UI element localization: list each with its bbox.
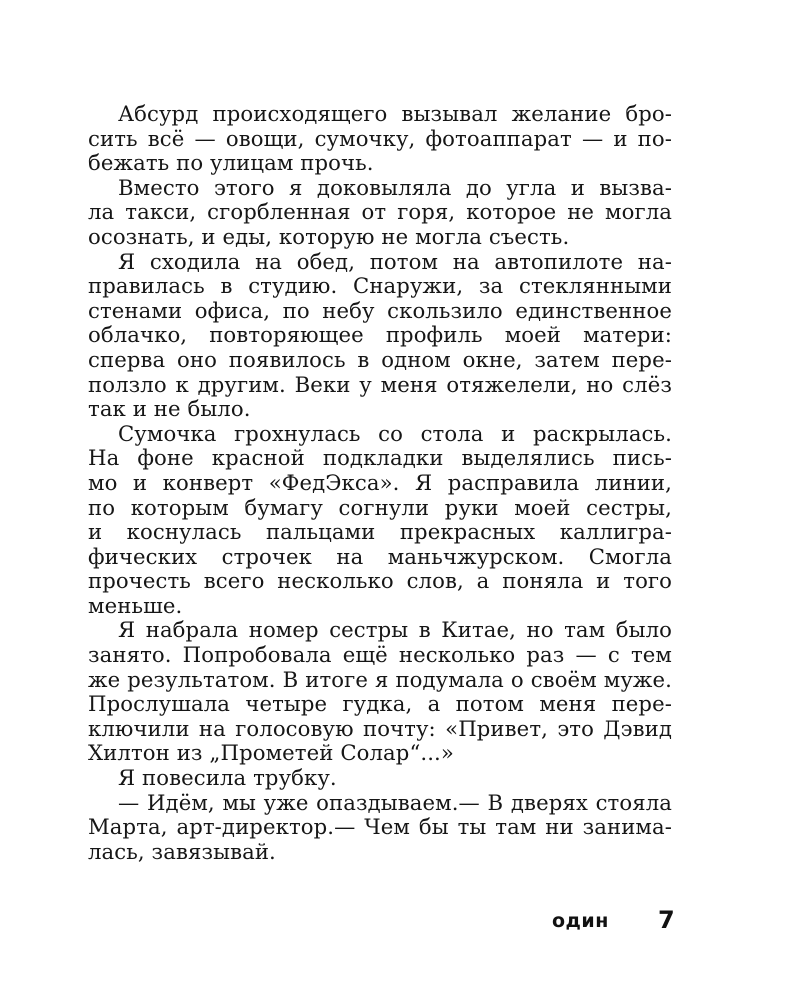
text-line: Я повесила трубку. [118,765,337,791]
text-line: ла такси, сгорбленная от горя, которое не могла [88,199,672,225]
text-line: фических строчек на маньчжурском. Смогла [88,543,672,569]
text-line: — Идём, мы уже опаздываем.— В дверях стояла [118,789,672,815]
text-line: ползло к другим. Веки у меня отяжелели, но слёз [88,371,672,397]
text-line: Прослушала четыре гудка, а потом меня пере- [88,691,672,717]
text-line: мо и конверт «ФедЭкса». Я расправила линии, [88,469,672,495]
page-footer [0,906,800,936]
text-line: занято. Попробовала ещё несколько раз — с тем [88,642,672,668]
text-line: лась, завязывай. [88,838,276,864]
text-line: Марта, арт-директор.— Чем бы ты там ни занима- [88,814,672,840]
text-line: прочесть всего несколько слов, а поняла и того [88,568,672,594]
text-line: ключили на голосовую почту: «Привет, это Дэвид [88,715,672,741]
text-line: и коснулась пальцами прекрасных каллигра- [88,519,672,545]
page-number: 7 [658,906,675,934]
text-line: меньше. [88,592,183,618]
text-line: Хилтон из „Прометей Солар“...» [88,740,454,766]
text-line: облачко, повторяющее профиль моей матери: [88,322,672,348]
text-line: бежать по улицам прочь. [88,150,374,176]
text-line: же результатом. В итоге я подумала о своём муже. [88,666,672,692]
text-line: Абсурд происходящего вызывал желание бро- [118,101,672,126]
text-line: стенами офиса, по небу скользило единственное [88,297,672,323]
text-line: На фоне красной подкладки выделялись пись- [88,445,672,471]
text-line: Я набрала номер сестры в Китае, но там было [118,617,672,643]
text-line: Сумочка грохнулась со стола и раскрылась. [118,420,672,446]
text-line: сить всё — овощи, сумочку, фотоаппарат — и по- [88,125,672,151]
text-line: Я сходила на обед, потом на автопилоте на- [118,248,672,274]
running-head: один [552,910,609,932]
text-line: осознать, и еды, которую не могла съесть. [88,223,570,249]
text-line: сперва оно появилось в одном окне, затем пере- [88,346,672,372]
text-line: правилась в студию. Снаружи, за стеклянными [88,273,672,299]
text-line: Вместо этого я доковыляла до угла и вызва- [118,174,672,200]
text-line: по которым бумагу согнули руки моей сестры, [88,494,672,520]
body-text [88,102,672,864]
text-line: так и не было. [88,396,251,422]
